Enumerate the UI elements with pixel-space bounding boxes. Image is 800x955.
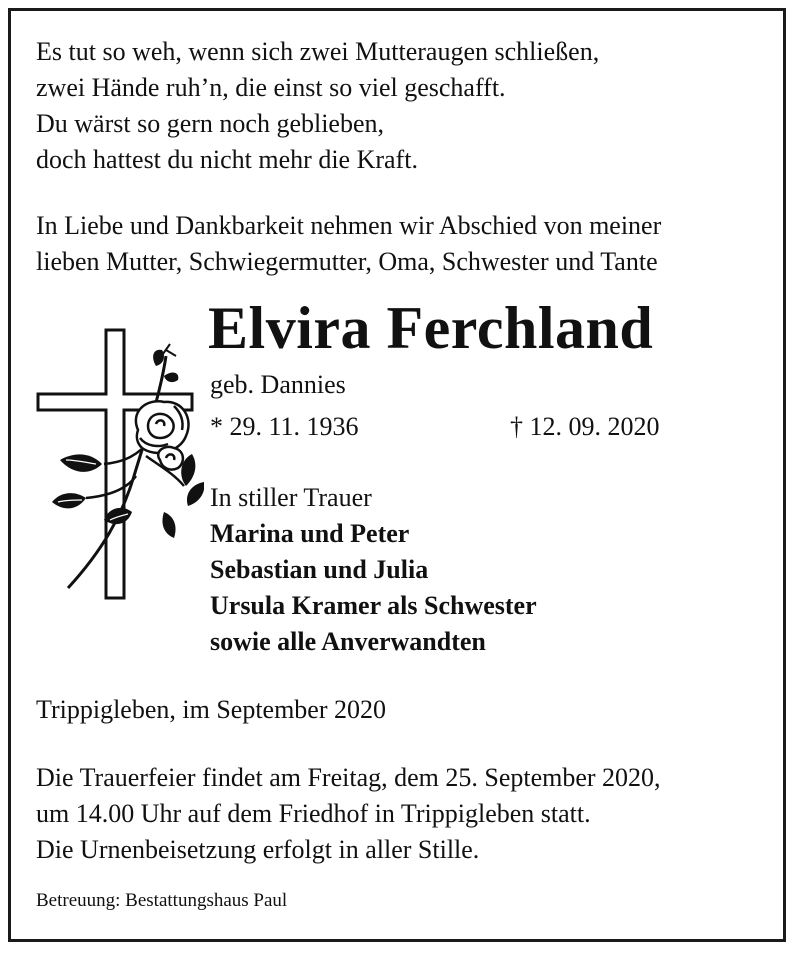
cross-with-rose-icon xyxy=(34,326,204,606)
intro-line: In Liebe und Dankbarkeit nehmen wir Abschied von meiner xyxy=(36,211,662,240)
mourner-name: sowie alle Anverwandten xyxy=(210,627,486,656)
ceremony-line: Die Trauerfeier findet am Freitag, dem 25. September 2020, xyxy=(36,763,661,792)
poem-line: Es tut so weh, wenn sich zwei Mutteraugen schließen, xyxy=(36,37,600,66)
deceased-name: Elvira Ferchland xyxy=(208,295,654,361)
poem-line: doch hattest du nicht mehr die Kraft. xyxy=(36,145,418,174)
funeral-home-credit: Betreuung: Bestattungshaus Paul xyxy=(36,890,288,911)
poem-line: Du wärst so gern noch geblieben, xyxy=(36,109,385,138)
place-date: Trippigleben, im September 2020 xyxy=(36,695,387,724)
mourner-name: Marina und Peter xyxy=(210,519,410,548)
birth-date: * 29. 11. 1936 xyxy=(210,412,359,441)
intro-line: lieben Mutter, Schwiegermutter, Oma, Schwester und Tante xyxy=(36,247,658,276)
death-date: † 12. 09. 2020 xyxy=(510,412,660,441)
ceremony-line: Die Urnenbeisetzung erfolgt in aller Stille. xyxy=(36,835,480,864)
mourner-name: Sebastian und Julia xyxy=(210,555,429,584)
mourners-heading: In stiller Trauer xyxy=(210,483,372,512)
ceremony-line: um 14.00 Uhr auf dem Friedhof in Trippigleben statt. xyxy=(36,799,591,828)
poem-line: zwei Hände ruh’n, die einst so viel geschafft. xyxy=(36,73,506,102)
birth-name: geb. Dannies xyxy=(210,370,346,399)
mourner-name: Ursula Kramer als Schwester xyxy=(210,591,537,620)
